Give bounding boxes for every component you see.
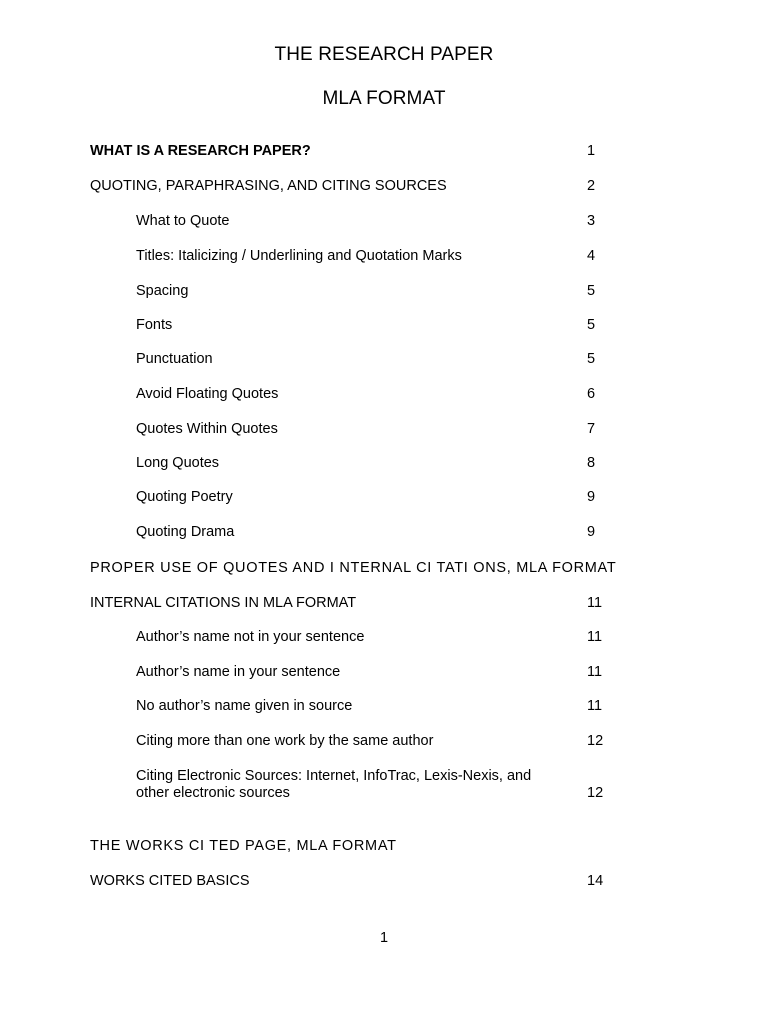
toc-label: Author’s name not in your sentence: [136, 629, 365, 645]
toc-page-number: 6: [587, 386, 596, 402]
toc-page-number: 11: [587, 595, 603, 611]
toc-page-number: 11: [587, 664, 603, 680]
toc-page-number: 8: [587, 455, 596, 471]
toc-page-number: 12: [587, 785, 604, 801]
page-number-footer: 1: [379, 930, 389, 946]
toc-page-number: 11: [587, 698, 603, 714]
toc-entry-works-cited-basics: [90, 873, 610, 890]
toc-entry-proper-use-of-quotes: [90, 560, 650, 577]
toc-entry-no-author-name: [136, 698, 610, 715]
toc-entry-what-to-quote: [136, 213, 610, 230]
toc-label: No author’s name given in source: [136, 698, 353, 714]
toc-label: Citing Electronic Sources: Internet, InfoTrac, Lexis-Nexis, and other electronic sources: [136, 768, 532, 801]
toc-entry-long-quotes: [136, 455, 610, 472]
toc-label: Quoting Drama: [136, 524, 235, 540]
toc-label: Punctuation: [136, 351, 213, 367]
toc-entry-electronic-sources: [136, 768, 610, 802]
toc-page-number: 11: [587, 629, 603, 645]
toc-label: THE WORKS CI TED PAGE, MLA FORMAT: [90, 838, 397, 854]
toc-entry-quotes-within-quotes: [136, 421, 610, 438]
toc-entry-spacing: [136, 283, 610, 300]
toc-page-number: 4: [587, 248, 596, 264]
toc-entry-author-not-in-sentence: [136, 629, 610, 646]
toc-label: WHAT IS A RESEARCH PAPER?: [90, 143, 311, 159]
toc-label: What to Quote: [136, 213, 230, 229]
toc-entry-author-in-sentence: [136, 664, 610, 681]
toc-label: PROPER USE OF QUOTES AND I NTERNAL CI TATI ONS, MLA FORMAT: [90, 560, 617, 576]
toc-entry-quoting-paraphrasing: [90, 178, 610, 195]
toc-label: WORKS CITED BASICS: [90, 873, 250, 889]
toc-label: Fonts: [136, 317, 173, 333]
toc-page-number: 5: [587, 283, 596, 299]
toc-page-number: 7: [587, 421, 596, 437]
document-subtitle: MLA FORMAT: [322, 88, 446, 109]
toc-entry-quoting-poetry: [136, 489, 610, 506]
toc-label: Long Quotes: [136, 455, 220, 471]
toc-page-number: 9: [587, 524, 596, 540]
toc-page-number: 9: [587, 489, 596, 505]
toc-entry-fonts: [136, 317, 610, 334]
toc-page-number: 14: [587, 873, 604, 889]
toc-entry-internal-citations: [90, 595, 610, 612]
toc-page-number: 1: [587, 143, 596, 159]
toc-entry-what-is-research-paper: [90, 143, 610, 160]
toc-entry-works-cited-page: [90, 838, 610, 855]
toc-page-number: 2: [587, 178, 596, 194]
toc-label: Titles: Italicizing / Underlining and Quotation Marks: [136, 248, 462, 264]
toc-page-number: 5: [587, 317, 596, 333]
toc-entry-titles: [136, 248, 610, 265]
toc-entry-more-than-one-work: [136, 733, 610, 750]
toc-entry-punctuation: [136, 351, 610, 368]
toc-entry-avoid-floating-quotes: [136, 386, 610, 403]
toc-label: Author’s name in your sentence: [136, 664, 341, 680]
toc-entry-quoting-drama: [136, 524, 610, 541]
toc-label: Quotes Within Quotes: [136, 421, 278, 437]
toc-label: Spacing: [136, 283, 189, 299]
toc-label: Citing more than one work by the same author: [136, 733, 434, 749]
toc-page-number: 12: [587, 733, 604, 749]
toc-label: INTERNAL CITATIONS IN MLA FORMAT: [90, 595, 357, 611]
toc-page-number: 3: [587, 213, 596, 229]
toc-page-number: 5: [587, 351, 596, 367]
toc-label: QUOTING, PARAPHRASING, AND CITING SOURCES: [90, 178, 447, 194]
document-title: THE RESEARCH PAPER: [274, 44, 494, 65]
toc-label: Quoting Poetry: [136, 489, 233, 505]
toc-label: Avoid Floating Quotes: [136, 386, 279, 402]
